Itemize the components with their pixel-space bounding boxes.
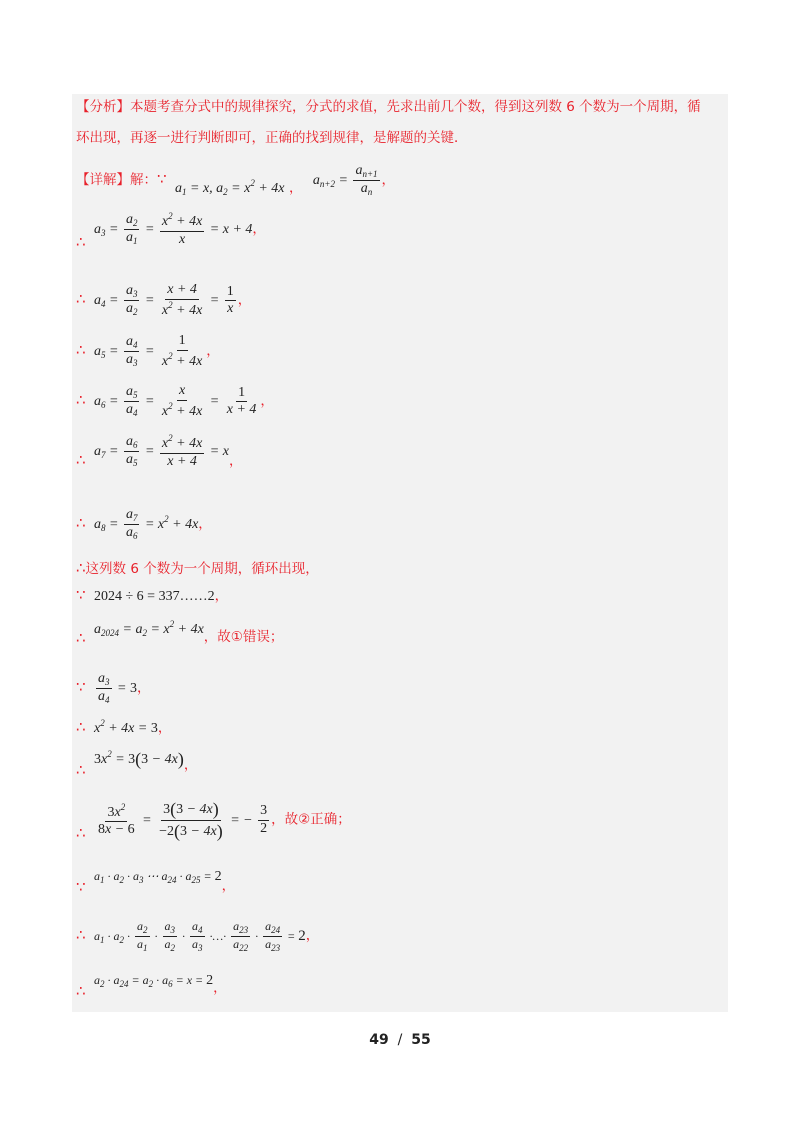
analysis-label: 【分析】 <box>76 99 130 115</box>
product-expanded: ∴ $a_1 \cdot a_2$ · $\frac{a_2}{a_1}$ · $\frac{a_3}{a_2}$ · $\frac{a_4}{a_3}$ ·…· $\frac{a_{23}}{a_{22}}$ · $\frac{a_{24}}{a_{23}}$ = 2， <box>76 919 320 954</box>
quadratic-line: ∴ $x^2 + 4x = 3$， <box>76 718 172 736</box>
expansion-line: ∴ $3x^2 = 3(3 - 4x)$， <box>76 749 198 779</box>
analysis-line-1 <box>76 101 701 115</box>
page-number <box>0 1032 800 1048</box>
analysis-line-2 <box>76 132 468 146</box>
division-line: ∵ 2024 ÷ 6 = 337……2， <box>76 586 229 604</box>
current-page: 49 <box>369 1032 389 1048</box>
product-given: ∵ $a_1 \cdot a_2 \cdot a_3$ ⋯ $a_{24} \cdot a_{25} = 2$， <box>76 869 236 896</box>
because-symbol: ∵ <box>157 170 167 189</box>
solution-intro: 【详解】解：∵ $a_1 = x$, $a_2 = x^2 + 4x$ ， $a_{n+2}$ = $\frac{a_{n+1}}{a_n}$ ， <box>76 163 396 198</box>
equation-a7: ∴ $a_7$ = $\frac{a_6}{a_5}$ = $\frac{x^2 + 4x}{x + 4}$ = x， <box>76 433 243 469</box>
solution-label: 【详解】 <box>76 172 130 189</box>
division-expression: 2024 ÷ 6 = 337……2 <box>94 589 215 604</box>
analysis-text-2: 环出现，再逐一进行判断即可，正确的找到规律，是解题的关键． <box>76 130 468 146</box>
fraction-result: ∴ $\frac{3x^2}{8x - 6}$ = $\frac{3(3 - 4x)}{-2(3 - 4x)}$ = − $\frac{3}{2}$ ，故②正确； <box>76 799 351 842</box>
equation-a3: ∴ $a_3$ = $\frac{a_2}{a_1}$ = $\frac{x^2 + 4x}{x}$ = x + 4， <box>76 211 266 251</box>
analysis-text-1: 本题考查分式中的规律探究，分式的求值，先求出前几个数，得到这列数 6 个数为一个周期，循 <box>130 99 701 115</box>
period-text: 这列数 6 个数为一个周期，循环出现， <box>85 561 319 577</box>
equation-a8: ∴ $a_8$ = $\frac{a_7}{a_6}$ = $x^2 + 4x$， <box>76 507 212 542</box>
equation-a6: ∴ $a_6$ = $\frac{a_5}{a_4}$ = $\frac{x}{x^2 + 4x}$ = $\frac{1}{x + 4}$ ， <box>76 383 274 419</box>
given-a1-a2: $a_1 = x$, $a_2 = x^2 + 4x$ <box>175 178 285 198</box>
total-pages: 55 <box>411 1032 431 1048</box>
conclusion-2: ，故②正确； <box>271 811 351 828</box>
a2024-line: ∴ $a_{2024} = a_2 = x^2 + 4x$，故①错误； <box>76 619 284 647</box>
conclusion-1: ，故①错误； <box>203 629 284 645</box>
given-recurrence: $a_{n+2}$ = $\frac{a_{n+1}}{a_n}$ <box>312 163 378 198</box>
equation-a4: ∴ $a_4$ = $\frac{a_3}{a_2}$ = $\frac{x + 4}{x^2 + 4x}$ = $\frac{1}{x}$ ， <box>76 282 252 318</box>
equation-a5: ∴ $a_5$ = $\frac{a_4}{a_3}$ = $\frac{1}{x^2 + 4x}$ ， <box>76 333 220 369</box>
solution-intro-text: 解： <box>130 172 157 189</box>
period-statement: ∴这列数 6 个数为一个周期，循环出现， <box>76 559 319 577</box>
page-separator: / <box>397 1032 403 1048</box>
ratio-given: ∵ $\frac{a_3}{a_4}$ = 3， <box>76 671 151 706</box>
final-line: ∴ $a_2 \cdot a_{24} = a_2 \cdot a_6 = x = 2$， <box>76 973 227 1000</box>
